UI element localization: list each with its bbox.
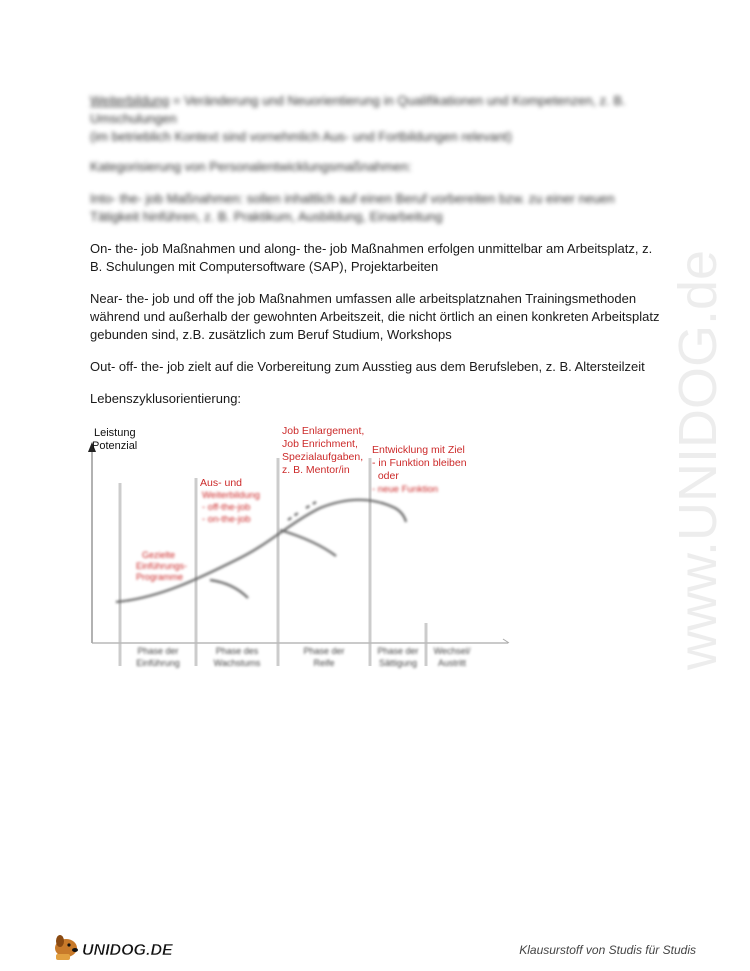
logo-text: UNIDOG.DE (82, 942, 173, 959)
svg-text:Job Enlargement,: Job Enlargement, (282, 425, 365, 437)
term-weiterbildung: Weiterbildung (90, 93, 170, 108)
svg-text:Spezialaufgaben,: Spezialaufgaben, (282, 451, 364, 463)
footer-tagline: Klausurstoff von Studis für Studis (519, 943, 696, 957)
phase2-measures (202, 490, 260, 525)
phase1-measures (136, 550, 187, 582)
phase4-measures (372, 444, 467, 482)
maturity-decline-branch (280, 530, 336, 556)
paragraph-kategorisierung: Kategorisierung von Personalentwicklungsmaßnahmen: (90, 159, 412, 174)
svg-text:Entwicklung mit Ziel: Entwicklung mit Ziel (372, 444, 465, 456)
svg-text:- off-the-job: - off-the-job (202, 502, 251, 513)
dog-icon (55, 935, 78, 960)
svg-text:- in Funktion bleiben: - in Funktion bleiben (372, 457, 467, 469)
y-axis-label-1: Leistung (94, 427, 136, 439)
svg-text:Programme: Programme (136, 572, 184, 582)
phase-label-wachstum: Phase des (215, 646, 259, 656)
paragraph-near-the-job: Near- the- job und off the job Maßnahmen umfassen alle arbeitsplatznahen Trainingsmethoden während und außerhalb der gewohnten Arbeitszeit, die nicht örtlich an einen konkreten Arbeitsplatz gebunden sind, z.B. zusätzlich zum Beruf Studium, Workshops (90, 291, 660, 342)
phase-label-saettigung: Phase der (377, 646, 419, 656)
phase-label-austritt: Wechsel/ (433, 646, 471, 656)
phase-label-einfuehrung: Phase der (137, 646, 179, 656)
svg-text:oder: oder (372, 470, 399, 482)
paragraph-into-the-job: Into- the- job Maßnahmen: sollen inhaltlich auf einen Beruf vorbereiten bzw. zu einer neuen Tätigkeit hinführen, z. B. Praktikum, Ausbildung, Einarbeitung (90, 191, 615, 224)
svg-text:www.UNIDOG.de: www.UNIDOG.de (668, 249, 728, 670)
svg-text:Weiterbildung: Weiterbildung (202, 490, 260, 501)
svg-text:z. B. Mentor/in: z. B. Mentor/in (282, 464, 350, 476)
svg-text:Wachstums: Wachstums (213, 658, 261, 668)
svg-text:Einführung: Einführung (136, 658, 180, 668)
y-axis-label-2: Potenzial (92, 440, 138, 452)
svg-text:Einführungs-: Einführungs- (136, 561, 188, 571)
paragraph-out-off-the-job: Out- off- the- job zielt auf die Vorbereitung zum Ausstieg aus dem Berufsleben, z. B. Altersteilzeit (90, 359, 645, 374)
phase-labels (136, 646, 471, 668)
weiterbildung-note: (im betrieblich Kontext sind vornehmlich Aus- und Fortbildungen relevant) (90, 129, 512, 144)
paragraph-on-the-job: On- the- job Maßnahmen und along- the- job Maßnahmen erfolgen unmittelbar am Arbeitsplatz, z. B. Schulungen mit Computersoftware (SAP), Projektarbeiten (90, 241, 653, 274)
paragraph-lebenszyklus: Lebenszyklusorientierung: (90, 391, 242, 406)
growth-decline-branch (210, 580, 248, 598)
weiterbildung-definition: = Veränderung und Neuorientierung in Qualifikationen und Kompetenzen, z. B. Umschulungen (90, 93, 626, 126)
phase-label-reife: Phase der (303, 646, 345, 656)
svg-text:Sättigung: Sättigung (378, 658, 418, 668)
svg-text:Gezielte: Gezielte (142, 550, 176, 560)
phase4-measure-new-function: - neue Funktion (372, 484, 439, 495)
paragraph-weiterbildung (90, 92, 660, 146)
lifecycle-diagram (80, 418, 520, 680)
phase3-measures (282, 425, 364, 476)
svg-text:Job Enrichment,: Job Enrichment, (282, 438, 358, 450)
phase2-title: Aus- und (200, 477, 243, 489)
svg-text:Reife: Reife (313, 658, 335, 668)
svg-text:- on-the-job: - on-the-job (202, 514, 251, 525)
unidog-logo (50, 927, 180, 963)
svg-text:Austritt: Austritt (437, 658, 467, 668)
